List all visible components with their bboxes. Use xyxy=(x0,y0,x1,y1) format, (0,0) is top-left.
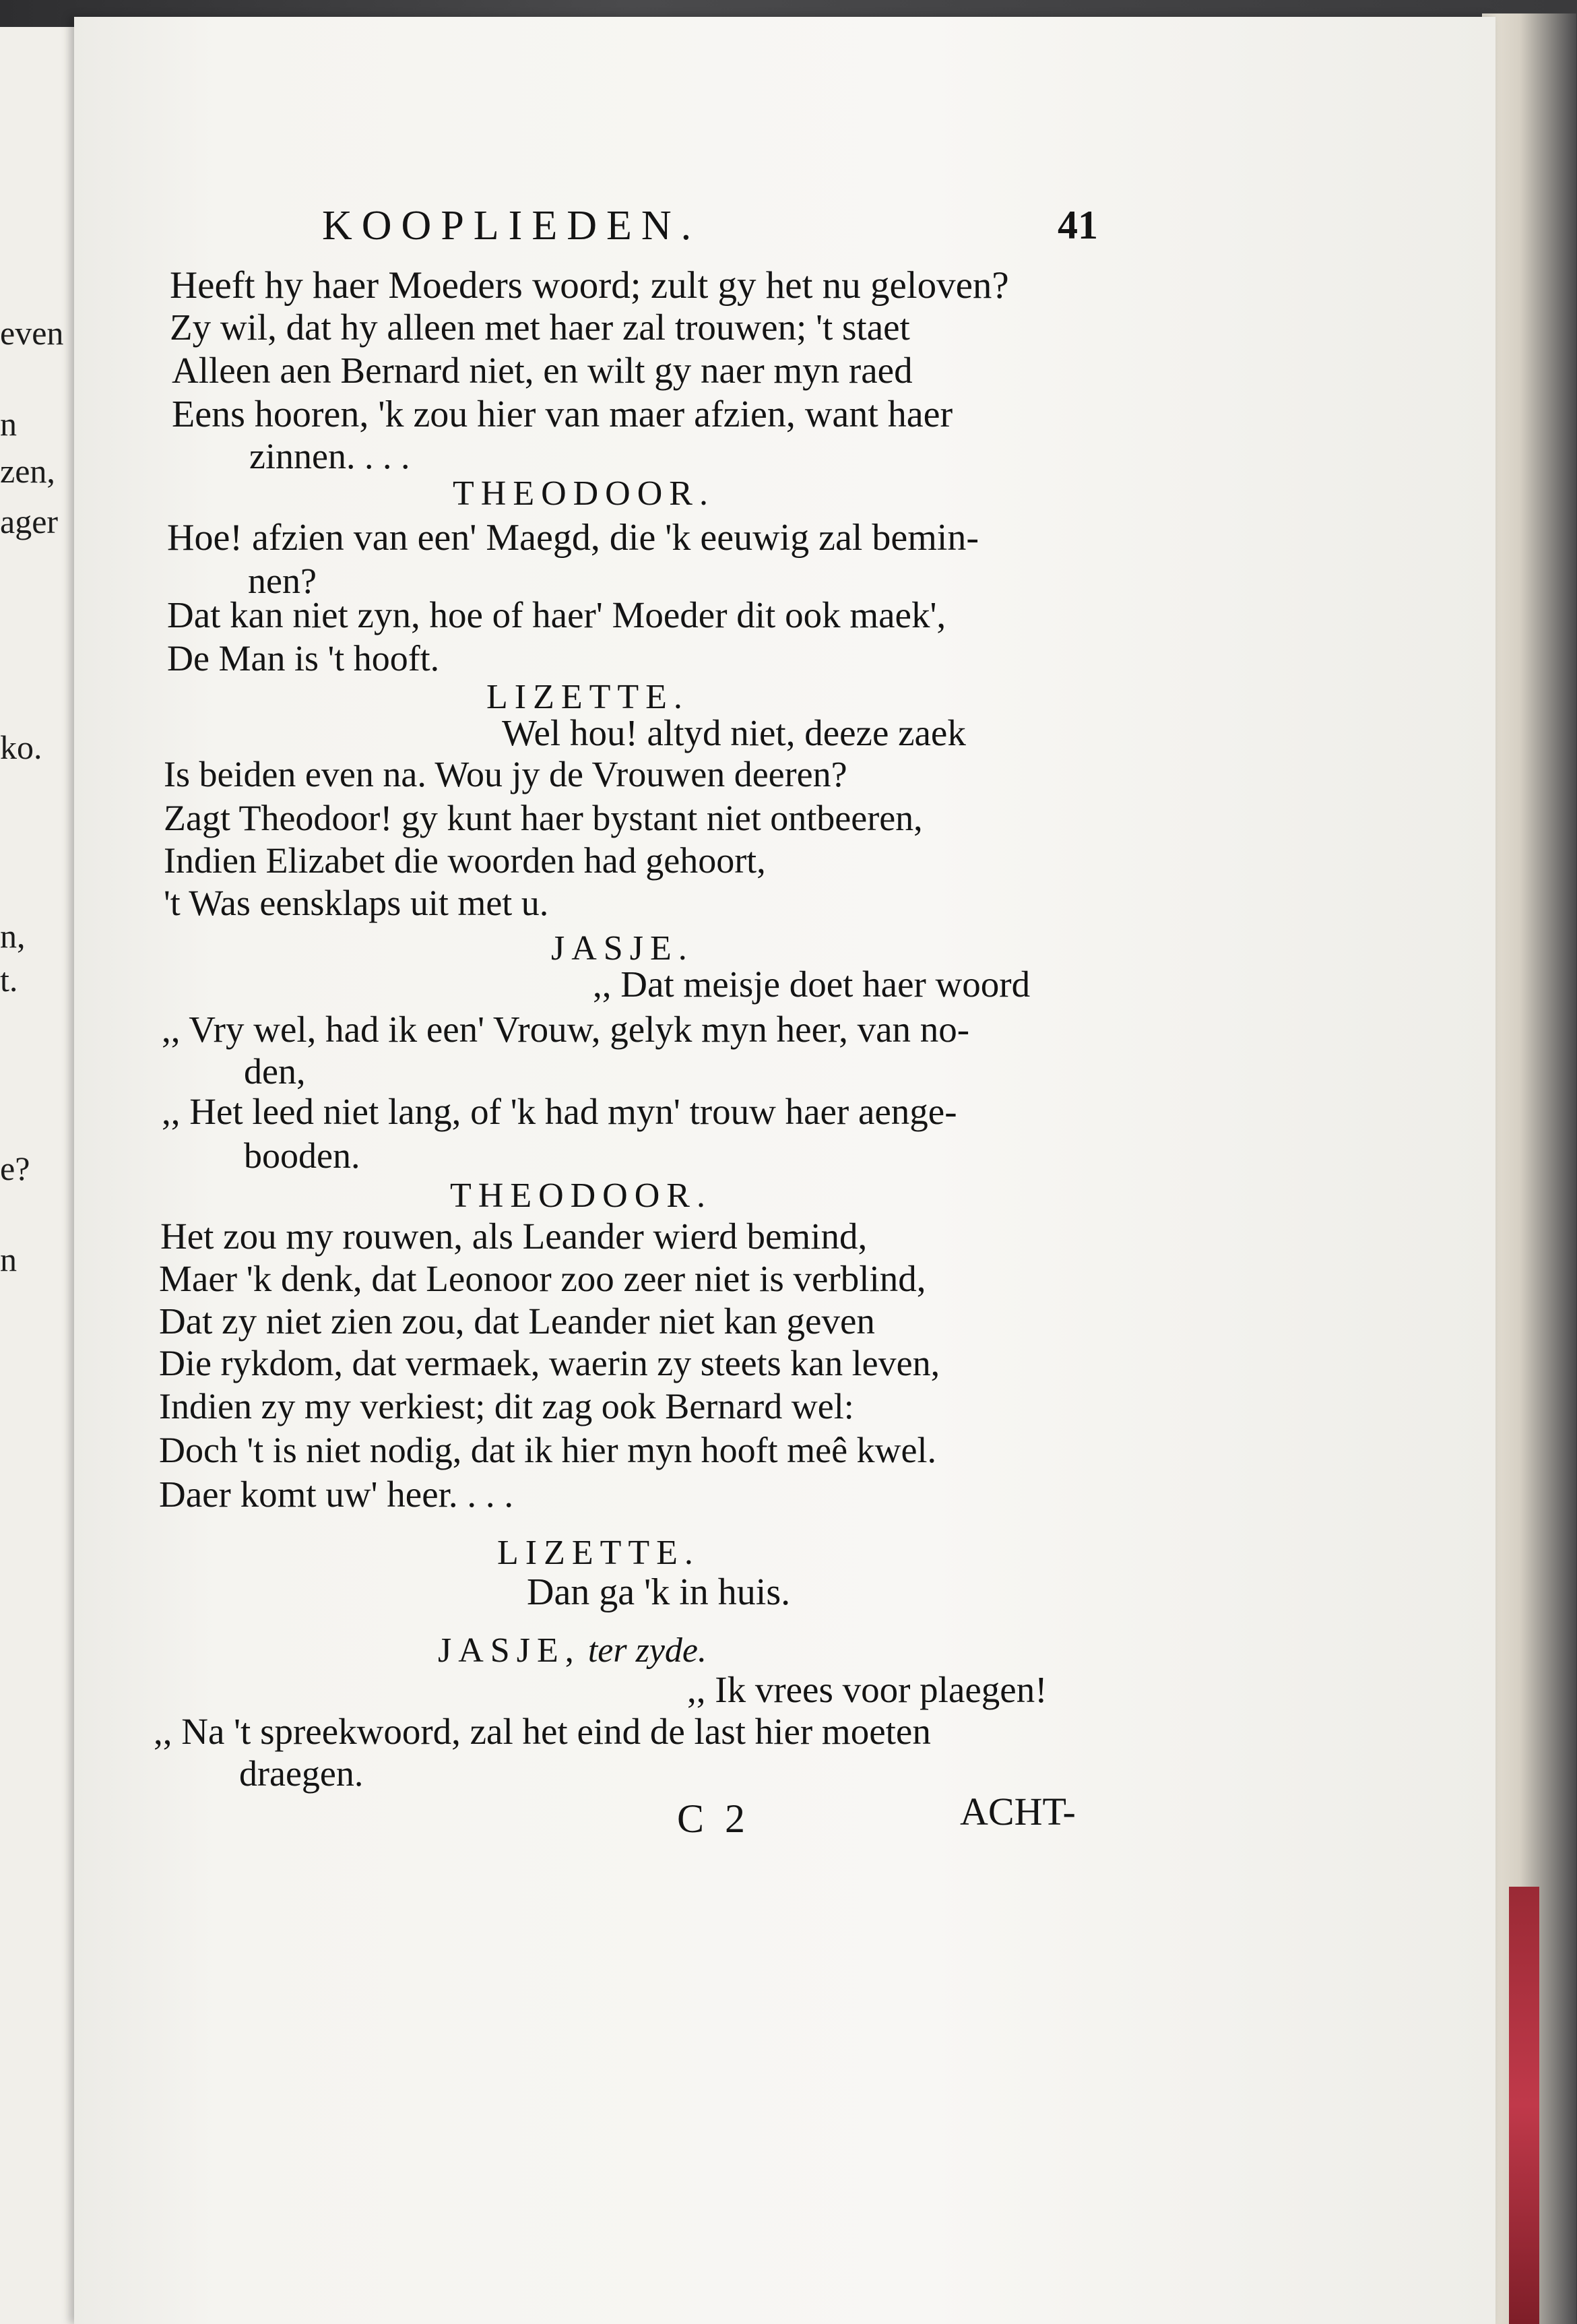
verse-line: den, xyxy=(244,1051,306,1092)
verse-line: Hoe! afzien van een' Maegd, die 'k eeuwig zal bemin- xyxy=(167,517,979,559)
left-page-fragment: ko. xyxy=(0,728,42,766)
verse-line: draegen. xyxy=(239,1753,364,1794)
running-head-title: KOOPLIEDEN. xyxy=(322,203,701,249)
verse-line: ,, Ik vrees voor plaegen! xyxy=(687,1669,1048,1710)
verse-line: Maer 'k denk, dat Leonoor zoo zeer niet is verblind, xyxy=(159,1258,926,1299)
verse-line: Zagt Theodoor! gy kunt haer bystant niet ontbeeren, xyxy=(164,798,923,838)
verse-line: Dat kan niet zyn, hoe of haer' Moeder dit ook maek', xyxy=(167,594,946,635)
left-page-fragment: zen, xyxy=(0,452,55,490)
speaker-name: LIZETTE. xyxy=(497,1534,700,1572)
verse-line: Alleen aen Bernard niet, en wilt gy naer myn raed xyxy=(172,350,913,391)
verse-line: Is beiden even na. Wou jy de Vrouwen deeren? xyxy=(164,754,847,794)
facing-left-page xyxy=(0,27,83,2324)
verse-line: Dan ga 'k in huis. xyxy=(527,1571,791,1613)
red-ribbon-edge xyxy=(1509,1887,1539,2324)
verse-line: Dat zy niet zien zou, dat Leander niet kan geven xyxy=(159,1300,875,1342)
verse-line: Indien zy my verkiest; dit zag ook Bernard wel: xyxy=(159,1386,854,1426)
left-page-fragment: n, xyxy=(0,917,26,955)
page-number: 41 xyxy=(1058,203,1098,247)
verse-line: Zy wil, dat hy alleen met haer zal trouwen; 't staet xyxy=(170,307,910,348)
verse-line: 't Was eensklaps uit met u. xyxy=(164,883,549,923)
left-page-fragment: n xyxy=(0,405,17,443)
verse-line: Daer komt uw' heer. . . . xyxy=(159,1474,514,1515)
speaker-name: JASJE, xyxy=(438,1631,581,1670)
verse-line: booden. xyxy=(244,1135,360,1176)
verse-line: ,, Dat meisje doet haer woord xyxy=(593,964,1031,1005)
speaker-name: THEODOOR. xyxy=(453,474,715,513)
left-page-fragment: t. xyxy=(0,961,18,999)
speaker-name: THEODOOR. xyxy=(450,1176,712,1215)
signature-mark: C 2 xyxy=(677,1796,751,1841)
left-page-fragment: n xyxy=(0,1240,17,1278)
verse-line: Indien Elizabet die woorden had gehoort, xyxy=(164,840,766,881)
left-page-fragment: even xyxy=(0,314,64,352)
verse-line: Eens hooren, 'k zou hier van maer afzien, want haer xyxy=(172,394,953,435)
verse-line: ,, Na 't spreekwoord, zal het eind de last hier moeten xyxy=(154,1711,931,1752)
speaker-with-stage-direction xyxy=(438,1631,707,1670)
left-page-fragment: e? xyxy=(0,1150,30,1187)
stage-direction: ter zyde. xyxy=(587,1631,707,1670)
verse-line: Het zou my rouwen, als Leander wierd bemind, xyxy=(160,1216,868,1257)
verse-line: De Man is 't hooft. xyxy=(167,638,440,679)
left-page-fragment: ager xyxy=(0,503,59,540)
verse-line: Wel hou! altyd niet, deeze zaek xyxy=(502,712,966,753)
verse-line: ,, Het leed niet lang, of 'k had myn' trouw haer aenge- xyxy=(162,1091,957,1132)
verse-line: nen? xyxy=(248,561,317,601)
catchword: ACHT- xyxy=(960,1790,1076,1833)
verse-line: ,, Vry wel, had ik een' Vrouw, gelyk myn heer, van no- xyxy=(162,1009,970,1050)
verse-line: Die rykdom, dat vermaek, waerin zy steets kan leven, xyxy=(159,1343,940,1383)
verse-line: Doch 't is niet nodig, dat ik hier myn hooft meê kwel. xyxy=(159,1430,937,1470)
speaker-name: LIZETTE. xyxy=(486,678,689,716)
speaker-name: JASJE. xyxy=(551,929,694,968)
verse-line: zinnen. . . . xyxy=(249,436,410,476)
verse-line: Heeft hy haer Moeders woord; zult gy het nu geloven? xyxy=(170,264,1009,307)
